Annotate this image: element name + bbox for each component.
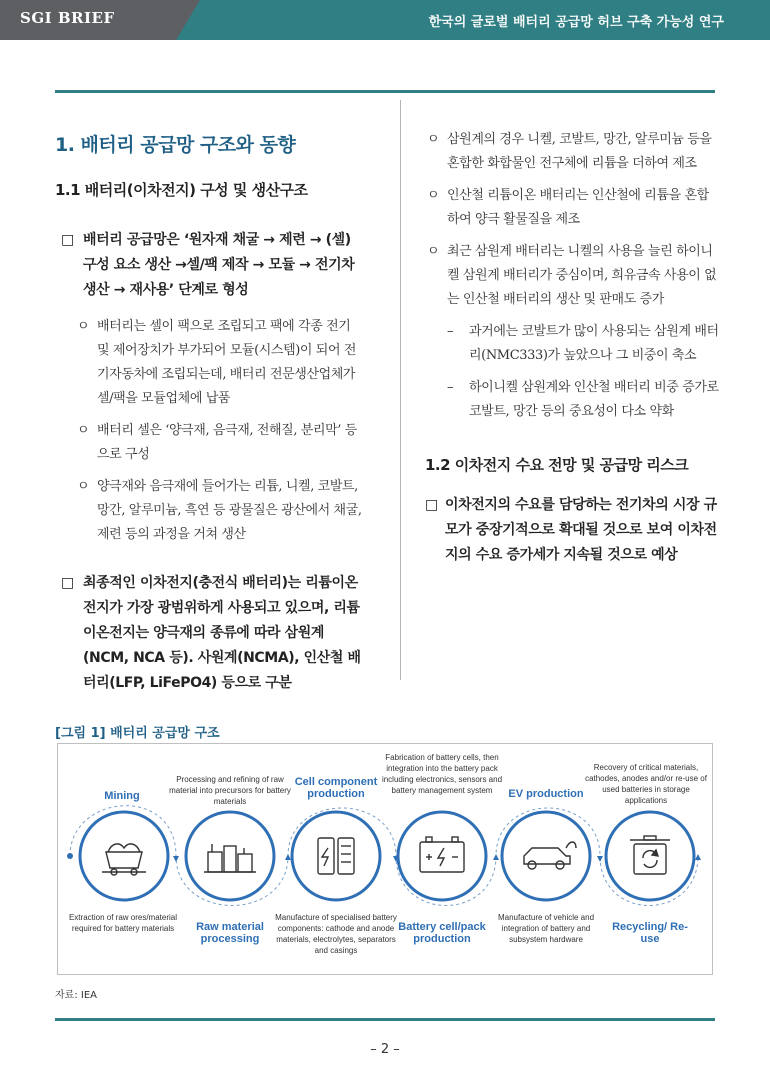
stage-description: Manufacture of specialised battery components: cathode and anode materials, electrolytes, separators and casings bbox=[275, 913, 397, 955]
right-column bbox=[425, 128, 720, 578]
top-rule bbox=[55, 90, 715, 93]
figure-frame bbox=[57, 743, 713, 975]
paragraph-text: 인산철 리튬이온 배터리는 인산철에 리튬을 혼합하여 양극 활물질을 제조 bbox=[447, 188, 709, 227]
dash-bullet: – bbox=[447, 324, 454, 339]
paragraph-text: 하이니켈 삼원계와 인산철 배터리 비중 증가로 코발트, 망간 등의 중요성이 다소 약화 bbox=[469, 380, 719, 419]
subsection-title: 1.2 이차전지 수요 전망 및 공급망 리스크 bbox=[425, 456, 689, 474]
box-bullet: □ bbox=[61, 232, 74, 248]
figure-source: 자료: IEA bbox=[55, 990, 97, 1001]
stage-circle bbox=[502, 812, 590, 900]
paragraph-text: 최근 삼원계 배터리는 니켈의 사용을 늘린 하이니켈 삼원계 배터리가 중심이며, 희유금속 사용이 없는 인산철 배터리의 생산 및 판매도 증가 bbox=[447, 244, 717, 307]
bottom-rule bbox=[55, 1018, 715, 1021]
stage-circle bbox=[186, 812, 274, 900]
dash-bullet-item bbox=[425, 376, 720, 424]
subsection-title: 1.1 배터리(이차전지) 구성 및 생산구조 bbox=[55, 181, 308, 199]
stage-circle bbox=[80, 812, 168, 900]
circle-bullet-item bbox=[55, 315, 365, 411]
circle-bullet-item bbox=[55, 475, 365, 547]
flow-arrow bbox=[695, 854, 701, 860]
circle-bullet: ㅇ bbox=[77, 319, 90, 334]
header-bar bbox=[0, 0, 770, 40]
column-divider bbox=[400, 100, 401, 680]
stage-circle bbox=[398, 812, 486, 900]
paragraph-text: 최종적인 이차전지(충전식 배터리)는 리튬이온전지가 가장 광범위하게 사용되고 있으며, 리튬이온전지는 양극재의 종류에 따라 삼원계(NCM, NCA 등). 사원계(NCMA), 인산철 배터리(LFP, LiFePO4) 등으로 구분 bbox=[83, 575, 361, 691]
paragraph-text: 삼원계의 경우 니켈, 코발트, 망간, 알루미늄 등을 혼합한 화합물인 전구체에 리튬을 더하여 제조 bbox=[447, 132, 712, 171]
paragraph-text: 배터리는 셀이 팩으로 조립되고 팩에 각종 전기 및 제어장치가 부가되어 모듈(시스템)이 되어 전기자동차에 조립되는데, 배터리 전문생산업체가 셀/팩을 모듈업체에 납품 bbox=[97, 319, 357, 406]
circle-bullet-item bbox=[425, 128, 720, 176]
stage-description: Extraction of raw ores/material required for battery materials bbox=[68, 913, 178, 933]
flow-start-dot bbox=[67, 853, 73, 859]
stage-label: EV production bbox=[508, 788, 584, 800]
circle-bullet: ㅇ bbox=[77, 479, 90, 494]
stage-label: Mining bbox=[104, 790, 140, 802]
stage-description: Processing and refining of raw material into precursors for battery materials bbox=[169, 775, 291, 806]
document-title: 한국의 글로벌 배터리 공급망 허브 구축 가능성 연구 bbox=[428, 15, 724, 30]
stage-circle bbox=[606, 812, 694, 900]
stage-label: Recycling/ Re-use bbox=[612, 921, 688, 945]
dash-bullet: – bbox=[447, 380, 454, 395]
paragraph-text: 배터리 셀은 ‘양극재, 음극재, 전해질, 분리막’ 등으로 구성 bbox=[97, 423, 357, 462]
circle-bullet: ㅇ bbox=[427, 188, 440, 203]
left-column bbox=[55, 130, 365, 706]
stage-label: Raw material processing bbox=[196, 921, 264, 945]
circle-bullet-item bbox=[55, 419, 365, 467]
circle-bullet: ㅇ bbox=[427, 132, 440, 147]
stage-label: Battery cell/pack production bbox=[398, 921, 486, 945]
page-number: – 2 – bbox=[370, 1042, 400, 1057]
box-paragraph bbox=[55, 571, 365, 696]
flow-arrow bbox=[173, 856, 179, 862]
paragraph-text: 배터리 공급망은 ‘원자재 채굴 → 제련 → (셀) 구성 요소 생산 →셀/팩 제작 → 모듈 → 전기차 생산 → 재사용’ 단계로 형성 bbox=[83, 232, 355, 298]
stage-description: Manufacture of vehicle and integration of battery and subsystem hardware bbox=[497, 913, 595, 944]
dash-bullet-item bbox=[425, 320, 720, 368]
section-title: 1. 배터리 공급망 구조와 동향 bbox=[55, 134, 296, 156]
stage-description: Recovery of critical materials, cathodes, anodes and/or re-use of used batteries in storage applications bbox=[585, 763, 707, 805]
box-paragraph bbox=[425, 493, 720, 568]
flow-arrow bbox=[597, 856, 603, 862]
box-bullet: □ bbox=[425, 497, 438, 513]
circle-bullet: ㅇ bbox=[427, 244, 440, 259]
box-paragraph bbox=[55, 228, 365, 303]
paragraph-text: 양극재와 음극재에 들어가는 리튬, 니켈, 코발트, 망간, 알루미늄, 흑연 등 광물질은 광산에서 채굴, 제련 등의 과정을 거쳐 생산 bbox=[97, 479, 362, 542]
flow-arrow bbox=[285, 854, 291, 860]
circle-bullet: ㅇ bbox=[77, 423, 90, 438]
stage-circle bbox=[292, 812, 380, 900]
figure-caption: [그림 1] 배터리 공급망 구조 bbox=[55, 726, 220, 741]
box-bullet: □ bbox=[61, 575, 74, 591]
brand-label: SGI BRIEF bbox=[20, 9, 115, 27]
circle-bullet-item bbox=[425, 184, 720, 232]
circle-bullet-item bbox=[425, 240, 720, 312]
stage-label: Cell component production bbox=[294, 776, 378, 800]
flow-arrow bbox=[493, 854, 499, 860]
stage-description: Fabrication of battery cells, then integration into the battery pack including electronics, sensors and battery management system bbox=[381, 753, 503, 795]
paragraph-text: 이차전지의 수요를 담당하는 전기차의 시장 규모가 중장기적으로 확대될 것으로 보여 이차전지의 수요 증가세가 지속될 것으로 예상 bbox=[445, 497, 717, 563]
paragraph-text: 과거에는 코발트가 많이 사용되는 삼원계 배터리(NMC333)가 높았으나 그 비중이 축소 bbox=[469, 324, 719, 363]
